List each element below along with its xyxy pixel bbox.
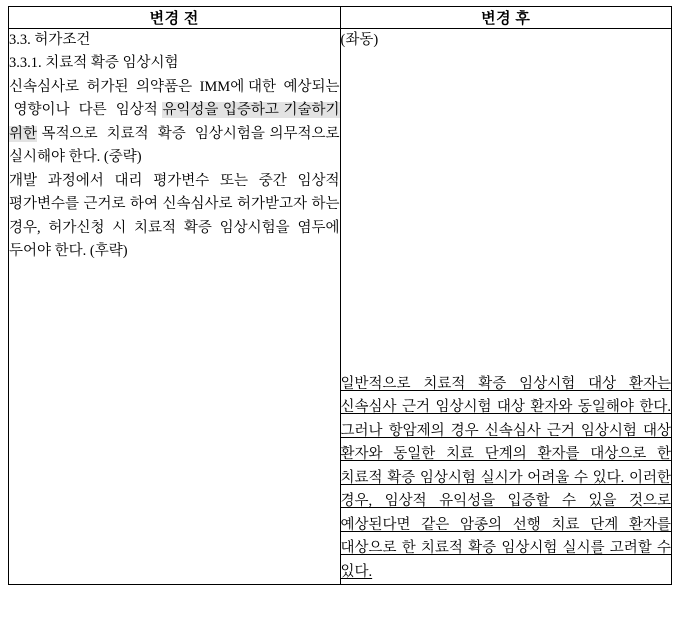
table-header-row <box>9 7 672 29</box>
comparison-table <box>8 6 672 585</box>
section-heading-3-3-1: 3.3.1. 치료적 확증 임상시험 <box>9 55 179 72</box>
after-cell-inner <box>341 29 672 584</box>
before-paragraph-1-text-b: 목적으로 치료적 확증 임상시험을 의무적으로 실시해야 한다. (중략) <box>9 125 340 166</box>
cell-after-content <box>340 29 672 585</box>
before-paragraph-1-highlight: 유익성을 입증하고 기술하기 위한 <box>9 102 340 142</box>
table-body-row <box>9 29 672 585</box>
section-heading-3-3: 3.3. 허가조건 <box>9 32 91 48</box>
cell-before-content <box>9 29 341 585</box>
after-top-note: (좌동) <box>340 32 379 48</box>
column-header-before: 변경 전 <box>9 7 341 29</box>
before-paragraph-1-text-a: 신속심사로 허가된 의약품은 IMM에 대한 예상되는 영향이나 다른 임상적 <box>9 78 340 119</box>
before-paragraph-1 <box>9 76 340 170</box>
after-paragraph: 일반적으로 치료적 확증 임상시험 대상 환자는 신속심사 근거 임상시험 대상 환자와 동일해야 한다. 그러나 항암제의 경우 신속심사 근거 임상시험 대상 환자와 동일한 치료 단계의 환자를 대상으로 한 치료적 확증 임상시험 실시가 어려울 수 있다. 이러한 경우, 임상적 유익성을 입증할 수 있을 것으로 예상된다면 같은 암종의 선행 치료 단계 환자를 대상으로 한 치료적 확증 임상시험 실시를 고려할 수 있다. <box>340 375 671 580</box>
after-cell-spacer <box>341 52 672 372</box>
after-bottom-block <box>341 373 672 584</box>
column-header-after: 변경 후 <box>340 7 672 29</box>
before-paragraph-2: 개발 과정에서 대리 평가변수 또는 중간 임상적 평가변수를 근거로 하여 신속심사로 허가받고자 하는 경우, 허가신청 시 치료적 확증 임상시험을 염두에 두어야 한다. (후략) <box>9 172 340 260</box>
